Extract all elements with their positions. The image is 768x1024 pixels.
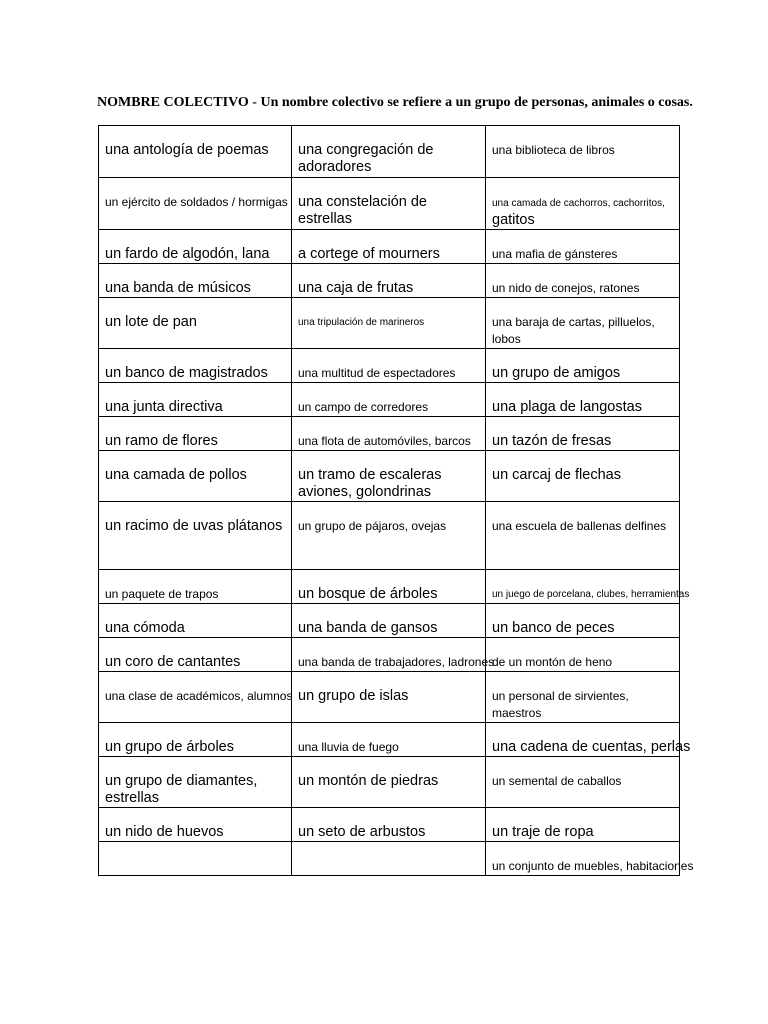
table-row: [99, 230, 680, 264]
table-row: [99, 126, 680, 178]
cell-text: un conjunto de muebles, habitaciones: [492, 859, 694, 873]
table-cell: un traje de ropa: [486, 808, 680, 842]
table-cell: [486, 842, 694, 876]
heading-term: NOMBRE COLECTIVO: [97, 95, 249, 110]
table-cell: [486, 178, 680, 230]
table-row: [99, 178, 680, 230]
table-cell: un grupo de árboles: [99, 723, 292, 757]
table-cell: [292, 842, 486, 876]
table-cell: [99, 178, 292, 230]
table-cell: a cortege of mourners: [292, 230, 486, 264]
table-cell: un paquete de trapos: [99, 570, 292, 604]
table-cell: un grupo de pájaros, ovejas: [292, 502, 486, 570]
table-cell: una tripulación de marineros: [292, 298, 486, 349]
table-row: [99, 264, 680, 298]
table-row: [99, 298, 680, 349]
table-cell: [486, 570, 690, 604]
table-row: [99, 638, 680, 672]
table-cell: un campo de corredores: [292, 383, 486, 417]
cell-text: una flota de automóviles, barcos: [298, 434, 471, 448]
table-row: [99, 842, 680, 876]
cell-text: una cadena de cuentas, perlas: [492, 739, 691, 755]
table-cell: un nido de conejos, ratones: [486, 264, 680, 298]
document-heading: [97, 95, 717, 111]
table-cell: un bosque de árboles: [292, 570, 486, 604]
cell-text: una banda de trabajadores, ladrones: [298, 655, 495, 669]
table-cell: un seto de arbustos: [292, 808, 486, 842]
table-cell: [292, 638, 495, 672]
table-row: [99, 723, 680, 757]
cell-text: un ejército de soldados / hormigas: [105, 195, 288, 209]
table-cell: una banda de músicos: [99, 264, 292, 298]
table-row: [99, 451, 680, 502]
table-row: [99, 383, 680, 417]
table-cell: [99, 672, 292, 723]
table-cell: [99, 842, 292, 876]
table-cell: un coro de cantantes: [99, 638, 292, 672]
table-cell: un tazón de fresas: [486, 417, 680, 451]
table-cell: un ramo de flores: [99, 417, 292, 451]
table-cell: un semental de caballos: [486, 757, 680, 808]
table-row: [99, 808, 680, 842]
table-cell: una antología de poemas: [99, 126, 292, 178]
table-cell: una constelación de estrellas: [292, 178, 486, 230]
table-cell: un lote de pan: [99, 298, 292, 349]
table-cell: una multitud de espectadores: [292, 349, 486, 383]
table-cell: un fardo de algodón, lana: [99, 230, 292, 264]
table-cell: un grupo de amigos: [486, 349, 680, 383]
table-row: [99, 757, 680, 808]
table-cell: una mafia de gánsteres: [486, 230, 680, 264]
table-cell: un grupo de islas: [292, 672, 486, 723]
table-cell: una baraja de cartas, pilluelos, lobos: [486, 298, 680, 349]
table-cell: una caja de frutas: [292, 264, 486, 298]
table-cell: [292, 417, 486, 451]
cell-text-small: una camada de cachorros, cachorritos,: [492, 198, 665, 209]
table-row: [99, 417, 680, 451]
table-cell: una banda de gansos: [292, 604, 486, 638]
table-cell: una congregación de adoradores: [292, 126, 486, 178]
table-row: [99, 349, 680, 383]
table-row: [99, 604, 680, 638]
table-cell: una biblioteca de libros: [486, 126, 680, 178]
table-cell: una escuela de ballenas delfines: [486, 502, 680, 570]
table-cell: de un montón de heno: [486, 638, 680, 672]
table-cell: un banco de magistrados: [99, 349, 292, 383]
table-cell: un montón de piedras: [292, 757, 486, 808]
heading-definition: - Un nombre colectivo se refiere a un grupo de personas, animales o cosas.: [248, 95, 693, 110]
table-cell: un personal de sirvientes, maestros: [486, 672, 680, 723]
table-cell: una camada de pollos: [99, 451, 292, 502]
table-row: [99, 570, 680, 604]
table-cell: una lluvia de fuego: [292, 723, 486, 757]
table-cell: [486, 723, 691, 757]
table-cell: una plaga de langostas: [486, 383, 680, 417]
collective-nouns-table: [98, 125, 694, 876]
cell-text: una clase de académicos, alumnos: [105, 689, 293, 703]
table-row: [99, 502, 680, 570]
table-cell: un nido de huevos: [99, 808, 292, 842]
table-cell: un grupo de diamantes, estrellas: [99, 757, 292, 808]
table-cell: una cómoda: [99, 604, 292, 638]
table-cell: un racimo de uvas plátanos: [99, 502, 292, 570]
table-row: [99, 672, 680, 723]
table-cell: un carcaj de flechas: [486, 451, 680, 502]
table-cell: una junta directiva: [99, 383, 292, 417]
table-cell: un banco de peces: [486, 604, 680, 638]
table-cell: un tramo de escaleras aviones, golondrinas: [292, 451, 486, 502]
cell-text-large: gatitos: [492, 212, 535, 228]
cell-text: un juego de porcelana, clubes, herramientas: [492, 589, 690, 600]
